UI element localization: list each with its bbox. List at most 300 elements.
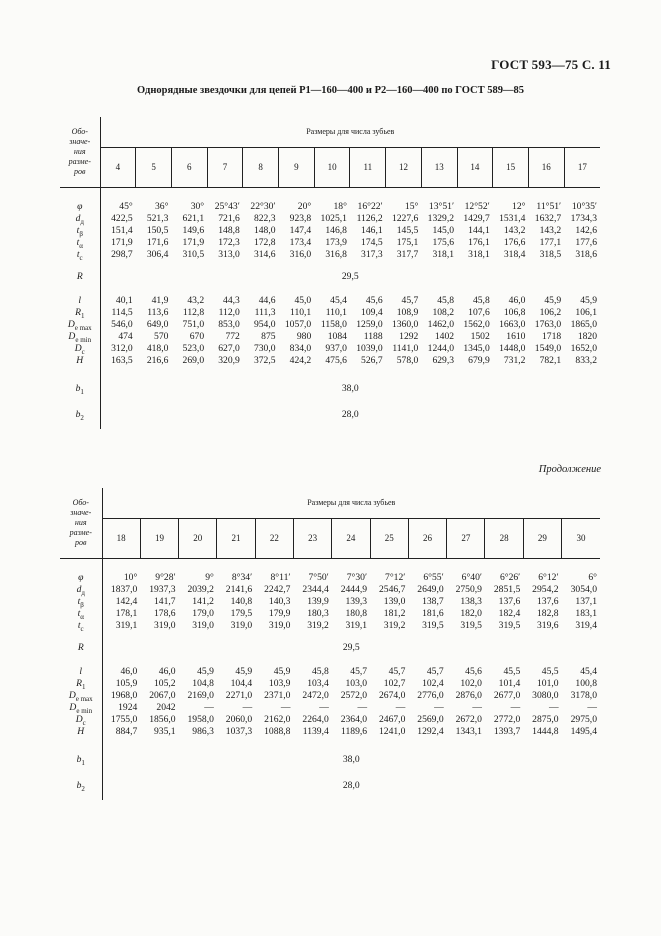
value-cell: 2876,0 [455, 690, 482, 701]
value-cell: 3178,0 [570, 690, 597, 701]
merged-row [60, 772, 600, 800]
symbol-cell [60, 714, 102, 726]
value-cell: 140,8 [230, 596, 253, 607]
value-cell: — [434, 702, 444, 713]
table-row [60, 702, 600, 714]
symbol: b [75, 409, 81, 420]
value-cell: 372,5 [253, 355, 276, 366]
value-cell: 834,0 [289, 343, 312, 354]
value-cell: 312,0 [111, 343, 133, 354]
value-cell: 45,9 [273, 666, 291, 677]
symbol-subscript: д [80, 217, 84, 226]
value-cell: 181,2 [383, 608, 406, 619]
teeth-number: 15 [493, 147, 529, 187]
value-cell: — [280, 702, 291, 713]
symbol-subscript: e min [76, 706, 93, 715]
value-cell: 319,2 [383, 620, 406, 631]
spacer-cell [102, 658, 600, 666]
value-cell: 149,6 [182, 225, 205, 236]
value-cell: 424,2 [289, 355, 312, 366]
value-cell: 173,4 [289, 237, 312, 248]
spacer-row [60, 287, 600, 295]
teeth-number: 7 [207, 147, 243, 187]
symbol: b [76, 754, 82, 765]
value-cell: 578,0 [396, 355, 419, 366]
symbol: t [76, 249, 80, 260]
value-cell: 2242,7 [264, 584, 291, 595]
merged-row [60, 377, 600, 401]
value-cell: 2472,0 [302, 690, 329, 701]
value-cell: 6°12′ [538, 572, 559, 583]
value-cell: 139,9 [307, 596, 329, 607]
symbol-subscript: e min [75, 335, 92, 344]
symbol: l [79, 666, 83, 677]
value-cell: 171,9 [111, 237, 133, 248]
value-cell: 1126,2 [356, 213, 383, 224]
spacer-cell [102, 558, 600, 572]
value-cell: 146,8 [325, 225, 347, 236]
value-cell: 1141,0 [392, 343, 419, 354]
value-cell: 177,6 [575, 237, 597, 248]
value-cell: 147,4 [289, 225, 312, 236]
teeth-number: 20 [179, 518, 217, 558]
value-cell: 314,6 [253, 249, 276, 260]
symbol: D [67, 319, 75, 330]
symbol-subscript: c [82, 718, 86, 727]
merged-value: 38,0 [342, 754, 360, 765]
value-cell: 269,0 [182, 355, 205, 366]
value-cell: 1610 [506, 331, 526, 342]
spacer-cell [60, 187, 100, 201]
value-cell: 320,9 [218, 355, 240, 366]
value-cell: 317,7 [396, 249, 419, 260]
value-cell: 104,4 [230, 678, 253, 689]
value-cell: 1663,0 [499, 319, 526, 330]
teeth-number: 12 [386, 147, 422, 187]
table-row [60, 355, 600, 367]
value-cell: 181,6 [422, 608, 444, 619]
value-cell: 319,5 [422, 620, 444, 631]
teeth-number: 5 [136, 147, 172, 187]
value-cell: 629,3 [432, 355, 455, 366]
value-cell: 1025,1 [320, 213, 347, 224]
symbol-subscript: c [80, 624, 84, 633]
teeth-number: 6 [171, 147, 207, 187]
symbol: H [77, 726, 85, 737]
value-cell: 45,7 [426, 666, 444, 677]
merged-value: 29,5 [342, 642, 360, 653]
spacer-cell [60, 738, 102, 748]
value-cell: 954,0 [253, 319, 276, 330]
value-cell: 182,4 [498, 608, 521, 619]
symbol-cell [60, 355, 100, 367]
value-cell: 144,1 [468, 225, 490, 236]
symbol-cell [60, 267, 100, 287]
value-cell: 318,4 [503, 249, 526, 260]
value-cell: 1345,0 [463, 343, 490, 354]
value-cell: 182,0 [460, 608, 482, 619]
teeth-number: 17 [564, 147, 600, 187]
table-row [60, 620, 600, 632]
table-title: Однорядные звездочки для цепей Р1—160—400 и Р2—160—400 по ГОСТ 589—85 [137, 85, 524, 96]
table-row [60, 608, 600, 620]
value-cell: 2162,0 [264, 714, 291, 725]
value-cell: 103,0 [345, 678, 368, 689]
value-cell: 101,0 [536, 678, 559, 689]
value-cell: 853,0 [218, 319, 240, 330]
symbol-cell [60, 295, 100, 307]
value-cell: 15° [404, 201, 419, 212]
value-cell: 1188 [363, 331, 383, 342]
spacer-row [60, 658, 600, 666]
value-cell: 103,9 [268, 678, 291, 689]
value-cell: 751,0 [182, 319, 205, 330]
symbol: R [76, 271, 83, 282]
teeth-number: 26 [408, 518, 446, 558]
teeth-number: 8 [243, 147, 279, 187]
value-cell: 172,3 [218, 237, 240, 248]
value-cell: 2067,0 [149, 690, 176, 701]
teeth-number: 16 [528, 147, 564, 187]
value-cell: 6° [588, 572, 597, 583]
symbol-cell [60, 225, 100, 237]
value-cell: 163,5 [111, 355, 133, 366]
value-cell: — [242, 702, 253, 713]
value-cell: 45,4 [330, 295, 347, 306]
merged-row [60, 267, 600, 287]
value-cell: 2672,0 [455, 714, 482, 725]
value-cell: 570 [154, 331, 169, 342]
value-cell: 112,0 [218, 307, 240, 318]
value-cell: 6°40′ [461, 572, 482, 583]
value-cell: 317,3 [361, 249, 383, 260]
spacer-row [60, 738, 600, 748]
value-cell: 2467,0 [378, 714, 406, 725]
symbol-cell [60, 213, 100, 225]
symbol-cell [60, 666, 102, 678]
symbol-subscript: c [81, 347, 85, 356]
value-cell: 1393,7 [493, 726, 521, 737]
merged-value: 29,5 [341, 271, 359, 282]
value-cell: 884,7 [115, 726, 138, 737]
value-cell: 1495,4 [570, 726, 597, 737]
table-row [60, 690, 600, 702]
value-cell: — [472, 702, 482, 713]
merged-row [60, 748, 600, 772]
value-cell: 45,8 [311, 666, 329, 677]
value-cell: 937,0 [325, 343, 347, 354]
symbol: D [68, 331, 76, 342]
symbol: φ [78, 572, 84, 583]
value-cell: 1244,0 [427, 343, 455, 354]
teeth-number: 27 [447, 518, 485, 558]
teeth-number: 10 [314, 147, 350, 187]
value-cell: 1531,4 [499, 213, 526, 224]
value-cell: 670 [189, 331, 205, 342]
value-cell: 1820 [577, 331, 597, 342]
merged-value: 38,0 [341, 383, 359, 394]
value-cell: 2141,6 [225, 584, 253, 595]
value-cell: 318,1 [432, 249, 455, 260]
value-cell: 110,1 [325, 307, 347, 318]
value-cell: 22°30′ [250, 201, 276, 212]
value-cell: 109,4 [361, 307, 383, 318]
table-row [60, 678, 600, 690]
header-row [60, 117, 600, 147]
symbol: t [77, 620, 81, 631]
value-cell: 45,0 [294, 295, 312, 306]
symbol: d [75, 213, 81, 224]
value-cell: 11°51′ [536, 201, 562, 212]
value-cell: 1448,0 [499, 343, 526, 354]
symbol: R [76, 678, 82, 689]
value-cell: 422,5 [111, 213, 133, 224]
symbol-cell [60, 401, 100, 429]
value-cell: 41,9 [151, 295, 169, 306]
value-cell: — [204, 702, 214, 713]
value-cell: 180,3 [307, 608, 329, 619]
value-cell: 2954,2 [532, 584, 559, 595]
spacer-cell [100, 367, 600, 377]
teeth-number: 11 [350, 147, 386, 187]
value-cell: 138,7 [422, 596, 444, 607]
value-cell: 8°34′ [231, 572, 253, 583]
value-cell: 2169,0 [187, 690, 214, 701]
value-cell: 2444,9 [340, 584, 368, 595]
table-row [60, 572, 600, 584]
value-cell: 45,9 [580, 295, 597, 306]
value-cell: 1259,0 [356, 319, 383, 330]
value-cell: 12° [512, 201, 526, 212]
table-row [60, 319, 600, 331]
value-cell: 148,0 [253, 225, 276, 236]
sprocket-table-1 [60, 117, 600, 429]
table-row [60, 237, 600, 249]
value-cell: 1402 [434, 331, 455, 342]
value-cell: 875 [261, 331, 276, 342]
value-cell: 179,0 [192, 608, 214, 619]
value-cell: 108,2 [432, 307, 455, 318]
value-cell: 45,6 [465, 666, 482, 677]
value-cell: 112,8 [182, 307, 205, 318]
table-row [60, 295, 600, 307]
teeth-count-header: Размеры для числа зубьев [102, 488, 600, 518]
symbol: b [75, 383, 81, 394]
symbol: t [77, 596, 81, 607]
value-cell: 46,0 [158, 666, 176, 677]
value-cell: 319,0 [268, 620, 291, 631]
value-cell: 9°28′ [155, 572, 176, 583]
value-cell: 2042 [156, 702, 176, 713]
value-cell: 106,8 [503, 307, 526, 318]
value-cell: 2344,4 [302, 584, 329, 595]
spacer-cell [102, 738, 600, 748]
value-cell: 319,0 [230, 620, 253, 631]
value-cell: 1968,0 [110, 690, 138, 701]
value-cell: 106,1 [575, 307, 597, 318]
table-row [60, 726, 600, 738]
value-cell: — [357, 702, 368, 713]
table-row [60, 343, 600, 355]
value-cell: 140,3 [268, 596, 291, 607]
table-row [60, 249, 600, 261]
value-cell: 310,5 [182, 249, 205, 260]
value-cell: 1549,0 [534, 343, 562, 354]
symbol-subscript: 2 [80, 413, 84, 422]
value-cell: 2264,0 [302, 714, 329, 725]
value-cell: 3054,0 [570, 584, 597, 595]
value-cell: 2271,0 [225, 690, 253, 701]
value-cell: 1343,1 [455, 726, 482, 737]
value-cell: 171,6 [146, 237, 169, 248]
value-cell: 145,0 [432, 225, 455, 236]
value-cell: 1632,7 [534, 213, 562, 224]
value-cell: 45,8 [472, 295, 490, 306]
teeth-number: 29 [523, 518, 561, 558]
symbol: t [76, 237, 80, 248]
value-cell: 2546,7 [378, 584, 406, 595]
merged-row [60, 401, 600, 429]
value-cell: 3080,0 [532, 690, 559, 701]
value-cell: 2674,0 [378, 690, 406, 701]
value-cell: 46,0 [120, 666, 138, 677]
value-cell: 183,1 [575, 608, 597, 619]
value-cell: 319,1 [115, 620, 138, 631]
symbol: R [75, 307, 81, 318]
value-cell: 150,5 [146, 225, 169, 236]
teeth-number: 21 [217, 518, 255, 558]
symbol: t [77, 608, 81, 619]
value-cell: 139,3 [345, 596, 368, 607]
teeth-number: 14 [457, 147, 493, 187]
value-cell: 923,8 [289, 213, 312, 224]
value-cell: 36° [154, 201, 169, 212]
value-cell: 143,2 [503, 225, 526, 236]
value-cell: 319,4 [575, 620, 597, 631]
symbol: R [77, 642, 84, 653]
teeth-count-header: Размеры для числа зубьев [100, 117, 600, 147]
symbol-subscript: e max [75, 694, 93, 703]
merged-value: 28,0 [342, 780, 360, 791]
value-cell: 1502 [470, 331, 490, 342]
value-cell: — [587, 702, 597, 713]
value-cell: 216,6 [146, 355, 169, 366]
table-row [60, 714, 600, 726]
value-cell: 1039,0 [356, 343, 383, 354]
value-cell: 1937,3 [149, 584, 176, 595]
value-cell: 45,7 [401, 295, 419, 306]
symbol-cell [60, 343, 100, 355]
value-cell: 176,1 [468, 237, 490, 248]
value-cell: 1360,0 [391, 319, 419, 330]
value-cell: 172,8 [253, 237, 276, 248]
value-cell: 104,8 [192, 678, 214, 689]
value-cell: 110,1 [290, 307, 312, 318]
value-cell: 721,6 [218, 213, 240, 224]
value-cell: 45,4 [580, 666, 597, 677]
value-cell: 7°50′ [308, 572, 329, 583]
value-cell: 2364,0 [340, 714, 368, 725]
teeth-number: 13 [421, 147, 457, 187]
value-cell: 306,4 [146, 249, 169, 260]
spacer-row [60, 558, 600, 572]
value-cell: 45,7 [388, 666, 406, 677]
symbol-cell [60, 638, 102, 658]
value-cell: 101,4 [498, 678, 521, 689]
symbol-cell [60, 307, 100, 319]
symbol-subscript: c [79, 253, 83, 262]
value-cell: 318,6 [575, 249, 597, 260]
value-cell: 45,6 [365, 295, 383, 306]
value-cell: 1037,3 [225, 726, 253, 737]
value-cell: 822,3 [253, 213, 276, 224]
value-cell: 833,2 [575, 355, 597, 366]
symbol-subscript: β [80, 600, 84, 609]
value-cell: 103,4 [307, 678, 329, 689]
value-cell: 179,9 [268, 608, 291, 619]
table-row [60, 596, 600, 608]
designation-header: Обо- значе- ния разме- ров [60, 488, 102, 558]
value-cell: 523,0 [182, 343, 205, 354]
value-cell: 45,5 [503, 666, 521, 677]
teeth-number: 30 [562, 518, 600, 558]
symbol-subscript: 1 [80, 387, 84, 396]
value-cell: 178,6 [154, 608, 176, 619]
value-cell: 319,1 [345, 620, 368, 631]
symbol-subscript: 1 [81, 758, 85, 767]
symbol-subscript: 2 [81, 784, 85, 793]
symbol-cell [60, 331, 100, 343]
value-cell: 10°35′ [571, 201, 597, 212]
symbol-cell [60, 572, 102, 584]
value-cell: 145,5 [396, 225, 419, 236]
symbol-cell [60, 201, 100, 213]
value-cell: 1718 [541, 331, 562, 342]
teeth-number: 4 [100, 147, 136, 187]
value-cell: 143,2 [539, 225, 562, 236]
value-cell: 1734,3 [570, 213, 597, 224]
page-header: ГОСТ 593—75 С. 11 [491, 57, 611, 72]
value-cell: 175,6 [432, 237, 455, 248]
teeth-number-row [60, 518, 600, 558]
value-cell: 137,6 [498, 596, 521, 607]
value-cell: 1292,4 [417, 726, 444, 737]
symbol-subscript: e max [74, 323, 92, 332]
value-cell: 179,5 [230, 608, 253, 619]
value-cell: 180,8 [345, 608, 368, 619]
value-cell: 318,1 [468, 249, 490, 260]
value-cell: 7°12′ [385, 572, 406, 583]
value-cell: 316,8 [325, 249, 347, 260]
value-cell: 141,7 [154, 596, 176, 607]
value-cell: 146,1 [361, 225, 383, 236]
value-cell: 627,0 [218, 343, 240, 354]
symbol-subscript: 1 [80, 311, 85, 320]
spacer-cell [100, 287, 600, 295]
symbol-cell [60, 249, 100, 261]
value-cell: 2569,0 [417, 714, 444, 725]
value-cell: 182,8 [536, 608, 559, 619]
value-cell: 178,1 [115, 608, 138, 619]
value-cell: 2649,0 [417, 584, 444, 595]
spacer-cell [60, 287, 100, 295]
value-cell: 526,7 [361, 355, 383, 366]
value-cell: 44,6 [258, 295, 276, 306]
table-row [60, 201, 600, 213]
value-cell: 782,1 [539, 355, 562, 366]
value-cell: 45,9 [235, 666, 253, 677]
symbol: l [78, 295, 82, 306]
